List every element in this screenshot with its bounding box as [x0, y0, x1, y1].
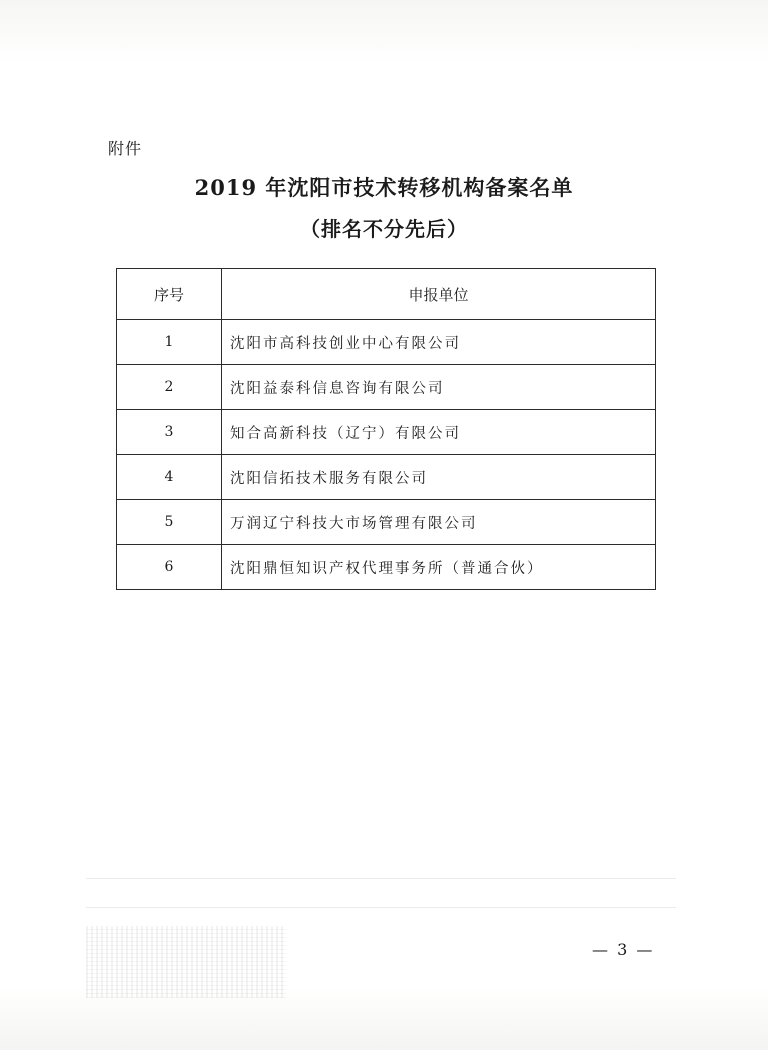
row-unit-name: 知合高新科技（辽宁）有限公司	[222, 410, 656, 455]
document-subtitle: （排名不分先后）	[300, 217, 468, 241]
row-unit-name: 沈阳益泰科信息咨询有限公司	[222, 365, 656, 410]
header-applicant-unit: 申报单位	[222, 269, 656, 320]
table-row	[117, 320, 656, 365]
row-number: 4	[117, 455, 222, 500]
bleed-through-footer	[86, 878, 676, 908]
row-unit-name: 沈阳市高科技创业中心有限公司	[222, 320, 656, 365]
row-number: 1	[117, 320, 222, 365]
header-serial-number: 序号	[117, 269, 222, 320]
row-number: 6	[117, 545, 222, 590]
table-row	[117, 455, 656, 500]
attachment-label: 附件	[108, 139, 143, 158]
row-number: 2	[117, 365, 222, 410]
row-unit-name: 万润辽宁科技大市场管理有限公司	[222, 500, 656, 545]
row-number: 3	[117, 410, 222, 455]
row-unit-name: 沈阳鼎恒知识产权代理事务所（普通合伙）	[222, 545, 656, 590]
table-row	[117, 410, 656, 455]
table-row	[117, 545, 656, 590]
row-number: 5	[117, 500, 222, 545]
table-row	[117, 500, 656, 545]
bleed-through-noise	[86, 926, 286, 998]
table-header-row	[117, 269, 656, 320]
page-number: — 3 —	[592, 940, 655, 959]
row-unit-name: 沈阳信拓技术服务有限公司	[222, 455, 656, 500]
institution-table	[116, 268, 656, 590]
document-title: 2019 年沈阳市技术转移机构备案名单	[194, 175, 574, 200]
table-row	[117, 365, 656, 410]
